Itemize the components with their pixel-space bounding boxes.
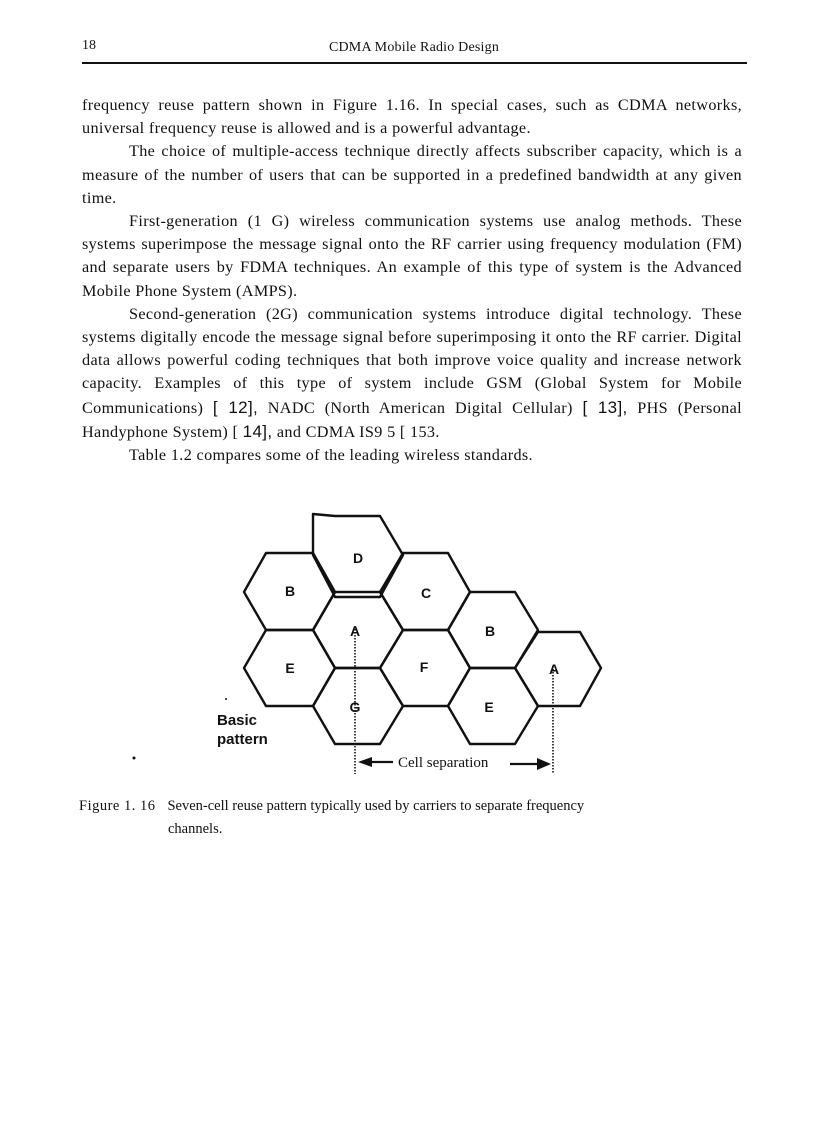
paragraph-5: Table 1.2 compares some of the leading wireless standards.	[129, 446, 533, 465]
paragraph-4-part-d: and CDMA IS9 5 [ 153.	[276, 422, 440, 441]
citation-14: 14],	[242, 421, 273, 441]
figure-hex-reuse-pattern	[0, 500, 816, 790]
basic-pattern-label-line1: Basic	[217, 712, 258, 729]
citation-13: [ 13],	[582, 397, 628, 417]
body-text	[82, 94, 742, 467]
hexagon-diagram	[0, 500, 816, 790]
cell-label-a-center: A	[349, 623, 361, 639]
caption-label: Figure 1. 16	[79, 798, 156, 814]
page-header	[82, 36, 746, 62]
basic-pattern-label-line2: pattern	[217, 731, 268, 748]
cell-label-f: F	[419, 659, 429, 675]
cell-label-g: G	[349, 699, 361, 715]
caption-text-continued: channels.	[168, 821, 223, 837]
stray-mark	[225, 698, 227, 700]
paragraph-1: frequency reuse pattern shown in Figure 1.16. In special cases, such as CDMA networks, universal frequency reuse is allowed and is a powerful advantage.	[82, 96, 742, 138]
cell-label-c: C	[420, 585, 432, 601]
cell-label-b-right: B	[484, 623, 496, 639]
cell-label-d: D	[352, 550, 364, 566]
paragraph-3: First-generation (1 G) wireless communication systems use analog methods. These systems superimpose the message signal onto the RF carrier using frequency modulation (FM) and separate users by FDMA techniques. An example of this type of system is the Advanced Mobile Phone System (AMPS).	[82, 212, 742, 300]
stray-mark	[133, 757, 136, 760]
paragraph-4-part-c: PHS (Personal Handyphone System) [	[82, 398, 742, 441]
caption-text: Seven-cell reuse pattern typically used by carriers to separate frequency	[167, 798, 585, 814]
paragraph-4-part-b: NADC (North American Digital Cellular)	[267, 398, 573, 417]
figure-caption	[79, 795, 739, 841]
header-rule	[82, 62, 747, 64]
paragraph-4	[82, 303, 742, 444]
cell-separation-label: Cell separation	[398, 755, 489, 771]
cell-label-b-left: B	[284, 583, 296, 599]
cell-label-e-left: E	[285, 660, 295, 676]
running-title: CDMA Mobile Radio Design	[328, 40, 500, 55]
cell-label-e-right: E	[484, 699, 494, 715]
cell-label-a-right: A	[548, 661, 560, 677]
citation-12: [ 12],	[212, 397, 259, 417]
paragraph-2: The choice of multiple-access technique directly affects subscriber capacity, which is a measure of the number of users that can be supported in a predefined bandwidth at any given time.	[82, 142, 742, 207]
paragraph-4-part-a: Second-generation (2G) communication systems introduce digital technology. These systems digitally encode the message signal before superimposing it onto the RF carrier. Digital data allows powerful coding techniques that both improve voice quality and increase network capacity. Examples of this type of system include GSM (Global System for Mobile Communications)	[82, 304, 742, 417]
page-number: 18	[82, 38, 96, 53]
